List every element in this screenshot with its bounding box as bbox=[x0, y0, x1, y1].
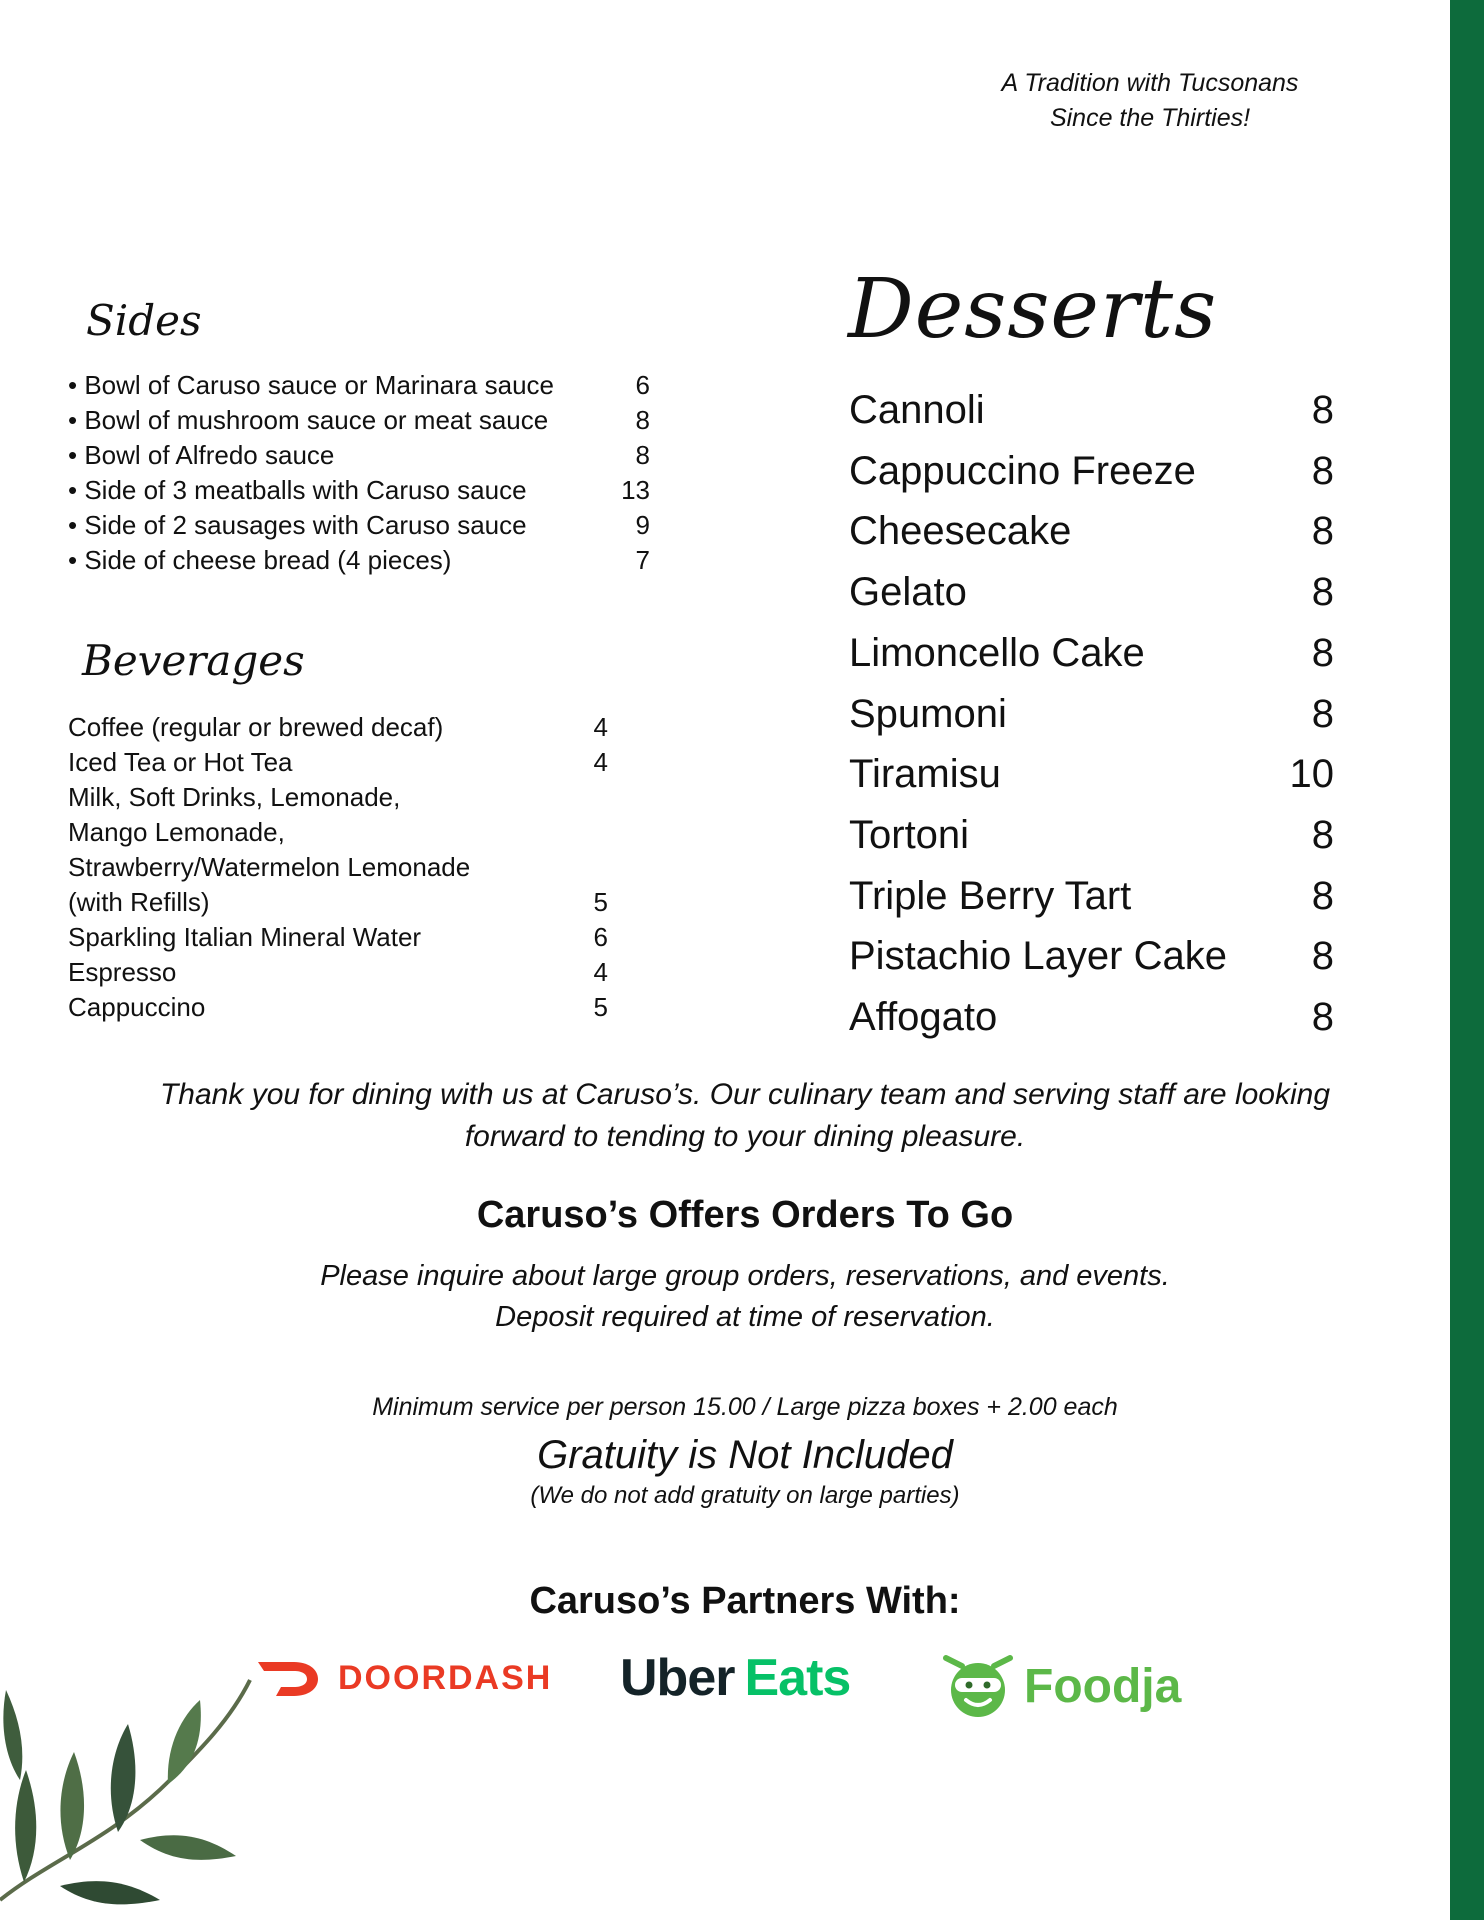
list-item bbox=[849, 562, 1334, 623]
list-item bbox=[68, 403, 650, 438]
item-name: Limoncello Cake bbox=[849, 630, 1145, 675]
thank-you-line-1: Thank you for dining with us at Caruso’s. Our culinary team and serving staff are looking bbox=[159, 1078, 1331, 1111]
sides-heading: Sides bbox=[86, 296, 202, 345]
item-name: Strawberry/Watermelon Lemonade bbox=[68, 852, 471, 882]
desserts-heading: Desserts bbox=[848, 262, 1218, 357]
list-item bbox=[68, 885, 608, 920]
item-price: 4 bbox=[593, 957, 608, 987]
item-name: Pistachio Layer Cake bbox=[849, 934, 1227, 979]
thank-you-note bbox=[140, 1074, 1350, 1158]
item-price: 5 bbox=[593, 887, 608, 917]
list-item bbox=[849, 866, 1334, 927]
item-price: 8 bbox=[1311, 873, 1334, 918]
item-name: • Side of 3 meatballs with Caruso sauce bbox=[68, 475, 527, 505]
ninja-icon bbox=[938, 1652, 1018, 1720]
doordash-logo bbox=[256, 1658, 552, 1698]
item-price: 8 bbox=[635, 440, 650, 470]
eats-wordmark: Eats bbox=[744, 1649, 851, 1707]
tagline-line-2: Since the Thirties! bbox=[1049, 104, 1251, 132]
doordash-wordmark: DOORDASH bbox=[338, 1658, 553, 1697]
olive-branch-icon bbox=[0, 1660, 270, 1920]
foodja-wordmark: Foodja bbox=[1024, 1659, 1182, 1713]
item-price: 8 bbox=[1311, 448, 1334, 493]
tagline-line-1: A Tradition with Tucsonans bbox=[1001, 69, 1299, 97]
item-price: 8 bbox=[1311, 934, 1334, 979]
item-price: 9 bbox=[635, 510, 650, 540]
list-item bbox=[68, 955, 608, 990]
list-item bbox=[849, 623, 1334, 684]
list-item bbox=[68, 710, 608, 745]
item-price: 5 bbox=[593, 992, 608, 1022]
gratuity-note: (We do not add gratuity on large parties) bbox=[530, 1482, 960, 1509]
item-price: 6 bbox=[593, 922, 608, 952]
foodja-logo bbox=[938, 1652, 1181, 1720]
desserts-list bbox=[849, 380, 1334, 1048]
item-price bbox=[568, 815, 608, 850]
item-name: Cappuccino Freeze bbox=[849, 448, 1196, 493]
item-price: 8 bbox=[1311, 691, 1334, 736]
item-price: 4 bbox=[593, 747, 608, 777]
list-item bbox=[849, 380, 1334, 441]
sides-list bbox=[68, 368, 650, 578]
item-name: Affogato bbox=[849, 995, 998, 1040]
uber-eats-logo bbox=[620, 1648, 850, 1708]
list-item bbox=[68, 543, 650, 578]
uber-wordmark: Uber bbox=[620, 1649, 735, 1707]
list-item bbox=[849, 501, 1334, 562]
list-item bbox=[849, 987, 1334, 1048]
item-name: Cannoli bbox=[849, 388, 985, 432]
item-price bbox=[568, 780, 608, 815]
item-price: 8 bbox=[1311, 995, 1334, 1040]
item-name: • Bowl of Alfredo sauce bbox=[68, 440, 335, 470]
item-name: Sparkling Italian Mineral Water bbox=[68, 922, 422, 952]
list-item bbox=[68, 990, 608, 1025]
item-name: Tortoni bbox=[849, 812, 970, 857]
item-price: 8 bbox=[1311, 509, 1334, 554]
tagline bbox=[940, 66, 1360, 136]
inquire-line-2: Deposit required at time of reservation. bbox=[495, 1301, 995, 1333]
orders-to-go-heading: Caruso’s Offers Orders To Go bbox=[476, 1194, 1014, 1236]
item-name: Gelato bbox=[849, 570, 967, 615]
item-price: 6 bbox=[635, 370, 650, 400]
inquire-note bbox=[140, 1256, 1350, 1338]
list-item bbox=[849, 926, 1334, 987]
inquire-line-1: Please inquire about large group orders, reservations, and events. bbox=[320, 1260, 1170, 1292]
list-item bbox=[68, 508, 650, 543]
item-price: 8 bbox=[1311, 570, 1334, 615]
list-item bbox=[68, 438, 650, 473]
list-item bbox=[849, 684, 1334, 745]
partners-heading: Caruso’s Partners With: bbox=[529, 1580, 961, 1622]
list-item bbox=[68, 368, 650, 403]
list-item bbox=[849, 744, 1334, 805]
item-name: Espresso bbox=[68, 957, 177, 987]
item-price: 8 bbox=[1311, 388, 1334, 432]
item-name: Cappuccino bbox=[68, 992, 206, 1022]
item-name: • Bowl of mushroom sauce or meat sauce bbox=[68, 405, 549, 435]
item-name: • Bowl of Caruso sauce or Marinara sauce bbox=[68, 370, 554, 400]
item-price: 13 bbox=[621, 475, 650, 505]
minimum-service-note: Minimum service per person 15.00 / Large pizza boxes + 2.00 each bbox=[372, 1393, 1118, 1421]
item-price: 7 bbox=[635, 545, 650, 575]
list-item bbox=[68, 815, 608, 850]
item-name: Spumoni bbox=[849, 691, 1007, 736]
green-side-bar bbox=[1450, 0, 1484, 1920]
item-price: 10 bbox=[1289, 752, 1334, 797]
beverages-heading: Beverages bbox=[82, 636, 305, 685]
item-name: • Side of cheese bread (4 pieces) bbox=[68, 545, 452, 575]
item-name: Cheesecake bbox=[849, 509, 1072, 554]
item-name: (with Refills) bbox=[68, 887, 210, 917]
item-name: • Side of 2 sausages with Caruso sauce bbox=[68, 510, 527, 540]
list-item bbox=[68, 745, 608, 780]
item-name: Coffee (regular or brewed decaf) bbox=[68, 712, 444, 742]
item-name: Milk, Soft Drinks, Lemonade, bbox=[68, 782, 401, 812]
gratuity-heading: Gratuity is Not Included bbox=[537, 1433, 953, 1477]
item-price: 4 bbox=[593, 712, 608, 742]
item-price: 8 bbox=[1311, 630, 1334, 675]
item-name: Tiramisu bbox=[849, 752, 1001, 797]
item-name: Mango Lemonade, bbox=[68, 817, 285, 847]
item-name: Triple Berry Tart bbox=[849, 873, 1132, 918]
list-item bbox=[68, 473, 650, 508]
list-item bbox=[849, 441, 1334, 502]
list-item bbox=[849, 805, 1334, 866]
list-item bbox=[68, 850, 608, 885]
item-price bbox=[568, 850, 608, 885]
item-name: Iced Tea or Hot Tea bbox=[68, 747, 293, 777]
item-price: 8 bbox=[635, 405, 650, 435]
thank-you-line-2: forward to tending to your dining pleasure. bbox=[464, 1120, 1026, 1153]
beverages-list bbox=[68, 710, 608, 1025]
item-price: 8 bbox=[1311, 812, 1334, 857]
list-item bbox=[68, 780, 608, 815]
list-item bbox=[68, 920, 608, 955]
